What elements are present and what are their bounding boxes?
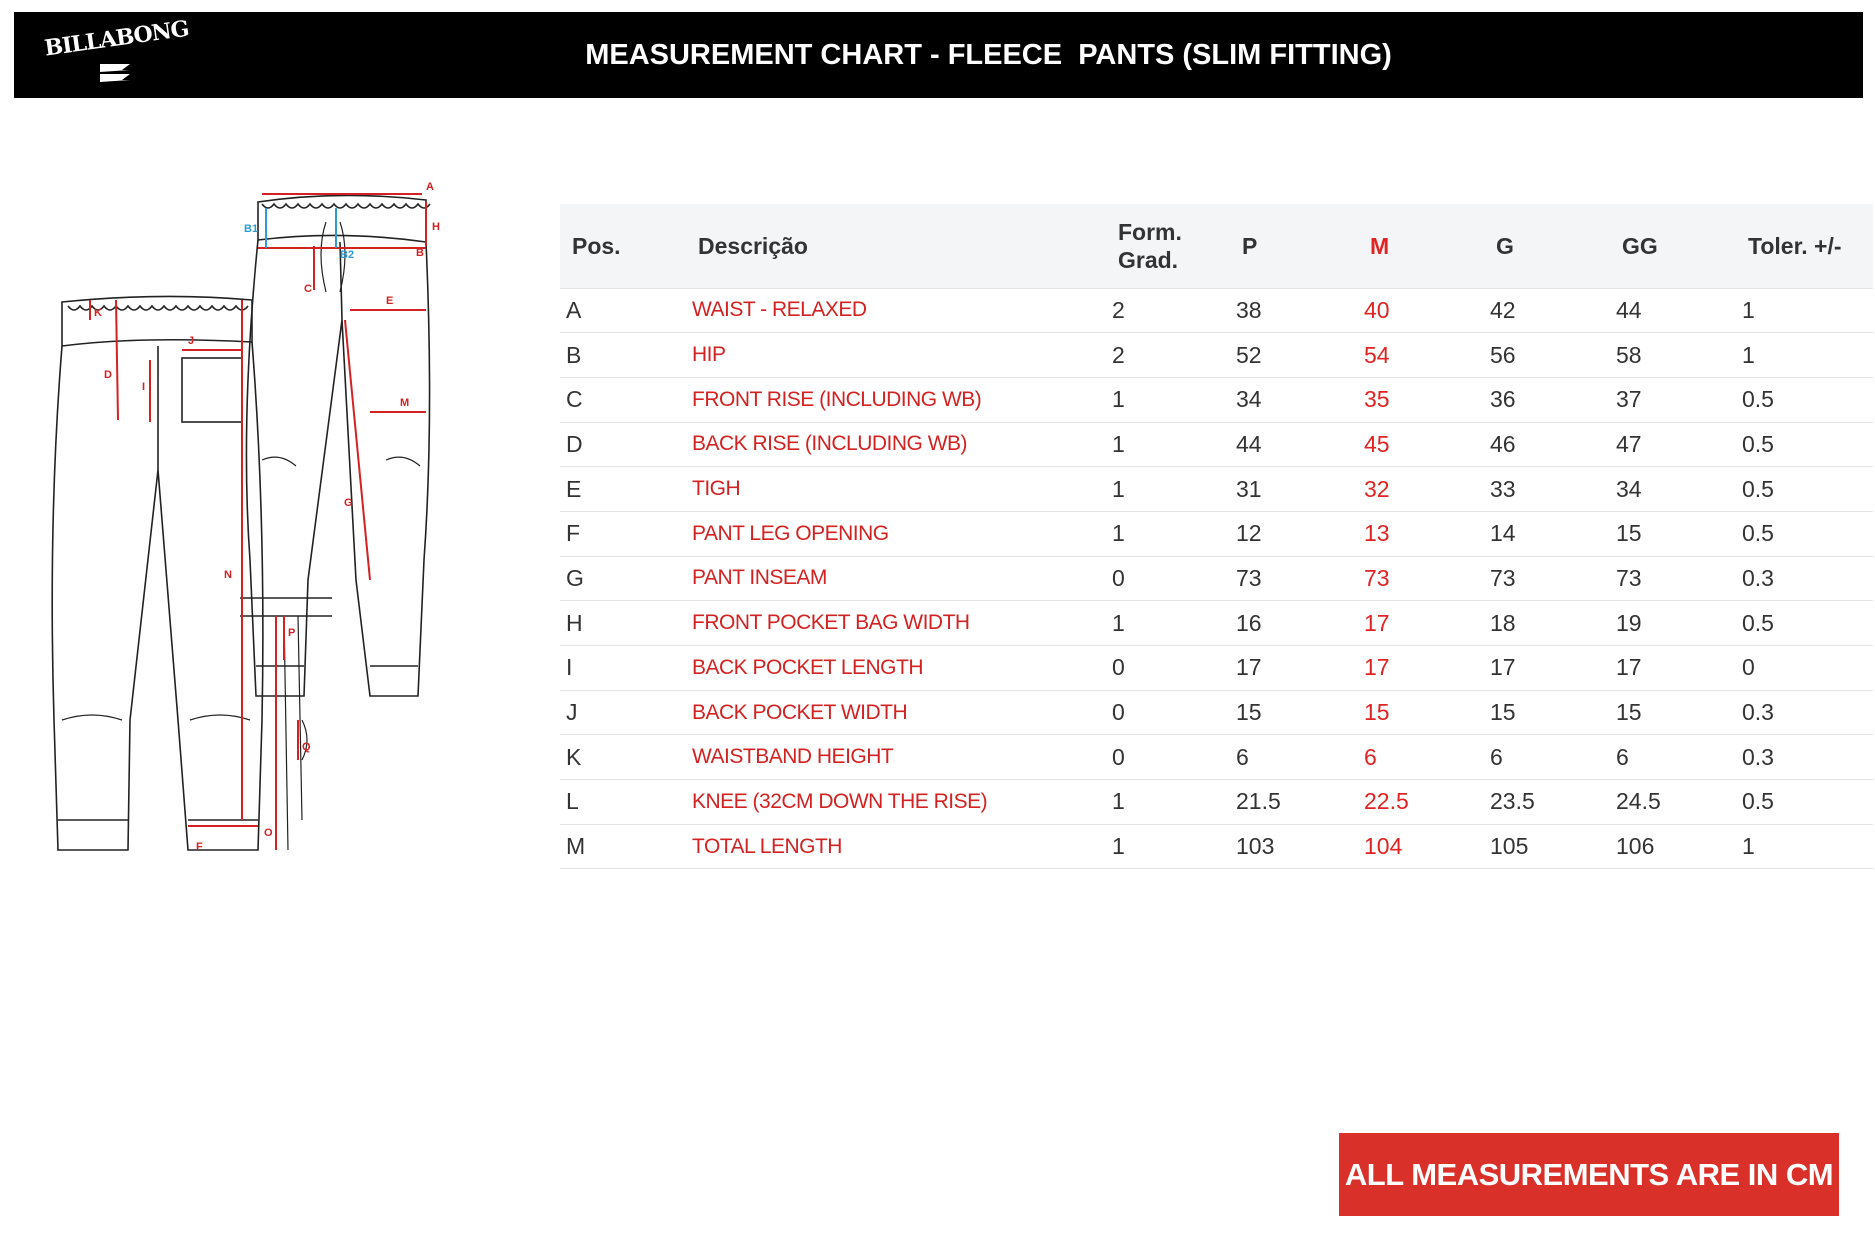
column-header-description: Descrição	[698, 232, 808, 259]
cell-form-grad: 1	[1106, 377, 1230, 422]
cell-g: 46	[1484, 422, 1610, 467]
cell-description: WAIST - RELAXED	[686, 288, 1106, 333]
cell-pos: B	[560, 333, 686, 378]
cell-g: 105	[1484, 824, 1610, 869]
table-row	[560, 333, 1873, 378]
page-title: MEASUREMENT CHART - FLEECE PANTS (SLIM FITTING)	[585, 39, 1392, 71]
diagram-label-f: F	[196, 841, 203, 853]
cell-g: 33	[1484, 467, 1610, 512]
cell-g: 15	[1484, 690, 1610, 735]
cell-pos: H	[560, 601, 686, 646]
cell-gg: 58	[1610, 333, 1736, 378]
cell-gg: 47	[1610, 422, 1736, 467]
cell-m: 17	[1358, 601, 1484, 646]
table-row	[560, 288, 1873, 333]
cell-form-grad: 1	[1106, 824, 1230, 869]
pants-technical-drawing	[40, 160, 530, 890]
cell-g: 42	[1484, 288, 1610, 333]
cell-p: 34	[1230, 377, 1358, 422]
cell-pos: A	[560, 288, 686, 333]
cell-p: 103	[1230, 824, 1358, 869]
cell-gg: 17	[1610, 646, 1736, 691]
cell-p: 17	[1230, 646, 1358, 691]
cell-tolerance: 0.5	[1736, 377, 1873, 422]
cell-gg: 73	[1610, 556, 1736, 601]
cell-description: BACK RISE (INCLUDING WB)	[686, 422, 1106, 467]
cell-gg: 6	[1610, 735, 1736, 780]
table-row	[560, 824, 1873, 869]
cell-description: TOTAL LENGTH	[686, 824, 1106, 869]
diagram-label-n: N	[224, 569, 232, 581]
brand-logo-wordmark: BILLABONG	[42, 15, 191, 62]
measurement-table-wrapper	[560, 204, 1873, 869]
cell-gg: 15	[1610, 690, 1736, 735]
table-row	[560, 556, 1873, 601]
table-header-row	[560, 204, 1873, 288]
cell-tolerance: 0.3	[1736, 735, 1873, 780]
cell-gg: 34	[1610, 467, 1736, 512]
cell-g: 73	[1484, 556, 1610, 601]
diagram-label-o: O	[264, 827, 273, 839]
cell-m: 40	[1358, 288, 1484, 333]
cell-form-grad: 2	[1106, 288, 1230, 333]
cell-description: KNEE (32CM DOWN THE RISE)	[686, 780, 1106, 825]
cell-g: 18	[1484, 601, 1610, 646]
cell-p: 12	[1230, 511, 1358, 556]
cell-p: 31	[1230, 467, 1358, 512]
cell-pos: M	[560, 824, 686, 869]
diagram-label-d: D	[104, 369, 112, 381]
table-body	[560, 288, 1873, 869]
cell-m: 73	[1358, 556, 1484, 601]
cell-form-grad: 1	[1106, 422, 1230, 467]
table-row	[560, 422, 1873, 467]
cell-pos: I	[560, 646, 686, 691]
cell-pos: C	[560, 377, 686, 422]
column-header-form-grad: Form. Grad.	[1118, 218, 1182, 273]
cell-tolerance: 0.5	[1736, 467, 1873, 512]
cell-description: HIP	[686, 333, 1106, 378]
column-header-pos: Pos.	[572, 232, 621, 259]
cell-form-grad: 1	[1106, 467, 1230, 512]
table-row	[560, 377, 1873, 422]
cell-m: 22.5	[1358, 780, 1484, 825]
column-header-p: P	[1242, 232, 1258, 259]
cell-tolerance: 0.3	[1736, 690, 1873, 735]
header-bar	[14, 12, 1863, 98]
cell-pos: K	[560, 735, 686, 780]
diagram-label-k: K	[94, 307, 102, 319]
cell-pos: F	[560, 511, 686, 556]
table-row	[560, 646, 1873, 691]
cell-pos: D	[560, 422, 686, 467]
cell-p: 6	[1230, 735, 1358, 780]
table-row	[560, 467, 1873, 512]
diagram-label-b: B	[416, 247, 424, 259]
cell-form-grad: 0	[1106, 556, 1230, 601]
diagram-label-i: I	[142, 381, 146, 393]
cell-tolerance: 1	[1736, 288, 1873, 333]
cell-m: 45	[1358, 422, 1484, 467]
front-view-drawing	[246, 195, 430, 696]
cell-m: 6	[1358, 735, 1484, 780]
cell-form-grad: 0	[1106, 690, 1230, 735]
dim-line-d	[116, 300, 118, 420]
cell-p: 21.5	[1230, 780, 1358, 825]
diagram-label-q: Q	[302, 741, 311, 753]
column-header-tolerance: Toler. +/-	[1748, 232, 1842, 259]
cell-g: 23.5	[1484, 780, 1610, 825]
cell-pos: G	[560, 556, 686, 601]
table-row	[560, 735, 1873, 780]
cell-gg: 106	[1610, 824, 1736, 869]
cell-gg: 24.5	[1610, 780, 1736, 825]
cell-description: BACK POCKET LENGTH	[686, 646, 1106, 691]
cell-form-grad: 1	[1106, 511, 1230, 556]
cell-tolerance: 0.5	[1736, 422, 1873, 467]
cell-gg: 44	[1610, 288, 1736, 333]
diagram-label-b2: B2	[340, 249, 355, 261]
diagram-label-g: G	[344, 497, 353, 509]
cell-m: 54	[1358, 333, 1484, 378]
cell-m: 35	[1358, 377, 1484, 422]
units-note-banner: ALL MEASUREMENTS ARE IN CM	[1339, 1133, 1839, 1216]
cell-m: 17	[1358, 646, 1484, 691]
diagram-label-a: A	[426, 181, 434, 193]
cell-form-grad: 2	[1106, 333, 1230, 378]
cell-g: 6	[1484, 735, 1610, 780]
cell-p: 15	[1230, 690, 1358, 735]
diagram-label-m: M	[400, 397, 410, 409]
table-row	[560, 601, 1873, 646]
cell-gg: 15	[1610, 511, 1736, 556]
cell-p: 38	[1230, 288, 1358, 333]
cell-m: 15	[1358, 690, 1484, 735]
cell-pos: E	[560, 467, 686, 512]
cell-form-grad: 0	[1106, 646, 1230, 691]
cell-description: PANT INSEAM	[686, 556, 1106, 601]
diagram-label-p: P	[288, 627, 296, 639]
cell-gg: 37	[1610, 377, 1736, 422]
cell-g: 17	[1484, 646, 1610, 691]
measurement-table	[560, 204, 1873, 869]
cell-p: 16	[1230, 601, 1358, 646]
diagram-label-j: J	[188, 335, 195, 347]
cell-description: BACK POCKET WIDTH	[686, 690, 1106, 735]
cell-g: 14	[1484, 511, 1610, 556]
cell-m: 13	[1358, 511, 1484, 556]
cell-form-grad: 0	[1106, 735, 1230, 780]
column-header-m: M	[1370, 232, 1390, 259]
cell-description: FRONT POCKET BAG WIDTH	[686, 601, 1106, 646]
cell-g: 56	[1484, 333, 1610, 378]
cell-m: 32	[1358, 467, 1484, 512]
cell-m: 104	[1358, 824, 1484, 869]
column-header-g: G	[1496, 232, 1514, 259]
cell-description: FRONT RISE (INCLUDING WB)	[686, 377, 1106, 422]
cell-g: 36	[1484, 377, 1610, 422]
cell-p: 44	[1230, 422, 1358, 467]
table-row	[560, 690, 1873, 735]
cell-tolerance: 0	[1736, 646, 1873, 691]
diagram-label-e: E	[386, 295, 394, 307]
cell-description: WAISTBAND HEIGHT	[686, 735, 1106, 780]
cell-gg: 19	[1610, 601, 1736, 646]
cell-tolerance: 0.5	[1736, 601, 1873, 646]
diagram-label-c: C	[304, 283, 312, 295]
table-row	[560, 511, 1873, 556]
cell-p: 73	[1230, 556, 1358, 601]
cell-p: 52	[1230, 333, 1358, 378]
diagram-label-b1: B1	[244, 223, 259, 235]
cell-pos: L	[560, 780, 686, 825]
cell-tolerance: 0.5	[1736, 511, 1873, 556]
diagram-label-h: H	[432, 221, 440, 233]
cell-tolerance: 0.3	[1736, 556, 1873, 601]
cell-description: PANT LEG OPENING	[686, 511, 1106, 556]
table-row	[560, 780, 1873, 825]
column-header-gg: GG	[1622, 232, 1658, 259]
cell-tolerance: 0.5	[1736, 780, 1873, 825]
cell-form-grad: 1	[1106, 780, 1230, 825]
cell-description: TIGH	[686, 467, 1106, 512]
cell-tolerance: 1	[1736, 333, 1873, 378]
cell-tolerance: 1	[1736, 824, 1873, 869]
cell-pos: J	[560, 690, 686, 735]
cell-form-grad: 1	[1106, 601, 1230, 646]
